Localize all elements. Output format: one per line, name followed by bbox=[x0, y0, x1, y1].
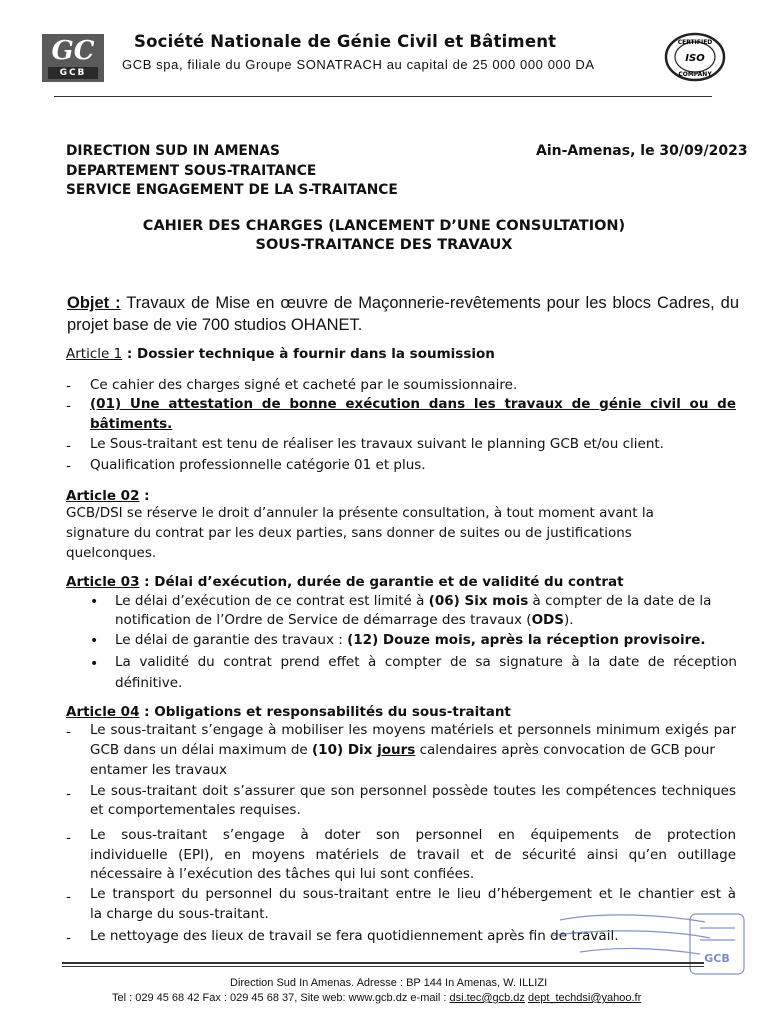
direction-line-1: DIRECTION SUD IN AMENAS bbox=[66, 143, 280, 159]
article-3-heading bbox=[66, 574, 624, 590]
article-3-text: ). bbox=[563, 612, 574, 628]
article-3-title: : Délai d’exécution, durée de garantie et de validité du contrat bbox=[139, 574, 624, 590]
header-divider bbox=[54, 96, 712, 97]
stamp-text: GCB bbox=[704, 952, 730, 965]
article-4-item: Le nettoyage des lieux de travail se fera quotidiennement après fin de travail. bbox=[90, 928, 619, 944]
dash-marker: - bbox=[66, 378, 71, 394]
article-4-item: Le sous-traitant s’engage à mobiliser les moyens matériels et personnels minimum exigés par bbox=[90, 722, 736, 738]
company-name: Société Nationale de Génie Civil et Bâtiment bbox=[134, 32, 557, 51]
article-1-label: Article 1 bbox=[66, 346, 123, 362]
footer-phone-fax-web: Tel : 029 45 68 42 Fax : 029 45 68 37, Site web: www.gcb.dz e-mail : bbox=[112, 992, 450, 1004]
article-4-item: entamer les travaux bbox=[90, 762, 228, 778]
article-4-item: Le sous-traitant doit s’assurer que son personnel possède toutes les compétences techniques bbox=[90, 783, 736, 799]
article-4-item bbox=[90, 742, 715, 758]
dash-marker: - bbox=[66, 724, 71, 740]
article-3-bold-text: (12) Douze mois, après la réception provisoire. bbox=[347, 632, 706, 648]
article-4-heading bbox=[66, 704, 511, 720]
bullet-marker: • bbox=[90, 656, 99, 672]
dash-marker: - bbox=[66, 438, 71, 454]
seal-top-text: CERTIFIED bbox=[677, 39, 713, 46]
article-2-text: GCB/DSI se réserve le droit d’annuler la présente consultation, à tout moment avant la bbox=[66, 505, 654, 521]
document-date: Ain-Amenas, le 30/09/2023 bbox=[536, 143, 748, 159]
article-2-label: Article 02 bbox=[66, 488, 140, 504]
article-3-item: définitive. bbox=[115, 675, 183, 691]
document-title-line-1: CAHIER DES CHARGES (LANCEMENT D’UNE CONSULTATION) bbox=[142, 218, 626, 234]
seal-mid-text: ISO bbox=[685, 53, 705, 64]
article-3-item: La validité du contrat prend effet à compter de sa signature à la date de réception bbox=[115, 654, 737, 670]
article-3-bold-text: (06) Six mois bbox=[428, 593, 529, 609]
article-3-text: Le délai de garantie des travaux : bbox=[115, 632, 348, 648]
article-1-item: Le Sous-traitant est tenu de réaliser les travaux suivant le planning GCB et/ou client. bbox=[90, 436, 664, 452]
dash-marker: - bbox=[66, 889, 71, 905]
document-title-line-2: SOUS-TRAITANCE DES TRAVAUX bbox=[255, 237, 513, 253]
dash-marker: - bbox=[66, 786, 71, 802]
article-2-text: quelconques. bbox=[66, 545, 157, 561]
logo-letters: GC bbox=[51, 36, 95, 66]
article-4-text: calendaires après convocation de GCB pour bbox=[415, 742, 715, 758]
direction-line-3: SERVICE ENGAGEMENT DE LA S-TRAITANCE bbox=[66, 182, 398, 198]
footer-email-link[interactable]: dsi.tec@gcb.dz bbox=[449, 992, 525, 1004]
footer-divider bbox=[62, 962, 704, 964]
article-4-item: et comportementales requises. bbox=[90, 802, 301, 818]
objet-paragraph bbox=[67, 292, 739, 336]
objet-label: Objet : bbox=[67, 294, 121, 312]
dash-marker: - bbox=[66, 458, 71, 474]
article-3-bold-text: ODS bbox=[531, 612, 564, 628]
footer-contact bbox=[112, 992, 641, 1004]
article-2-title: : bbox=[139, 488, 150, 504]
company-subtitle: GCB spa, filiale du Groupe SONATRACH au capital de 25 000 000 000 DA bbox=[122, 57, 595, 72]
article-1-item: bâtiments. bbox=[90, 416, 173, 432]
footer-email-link-2[interactable]: dept_techdsi@yahoo.fr bbox=[527, 992, 642, 1004]
bullet-marker: • bbox=[90, 633, 99, 649]
footer-divider-thin bbox=[62, 966, 704, 967]
dash-marker: - bbox=[66, 398, 71, 414]
objet-text: Travaux de Mise en œuvre de Maçonnerie-revêtements pour les blocs Cadres, du projet base de vie 700 studios OHANET. bbox=[67, 294, 739, 334]
iso-certified-seal-icon bbox=[664, 32, 726, 82]
article-1-item: Ce cahier des charges signé et cacheté par le soumissionnaire. bbox=[90, 377, 518, 393]
article-4-item: Le transport du personnel du sous-traitant entre le lieu d’hébergement et le chantier est à bbox=[90, 886, 736, 902]
article-1-item: (01) Une attestation de bonne exécution dans les travaux de génie civil ou de bbox=[90, 396, 736, 412]
article-2-heading bbox=[66, 488, 150, 504]
seal-bottom-text: COMPANY bbox=[678, 71, 712, 78]
article-2-text: signature du contrat par les deux parties, sans donner de suites ou de justifications bbox=[66, 525, 632, 541]
article-3-item bbox=[115, 612, 574, 628]
bullet-marker: • bbox=[90, 594, 99, 610]
article-4-item: individuelle (EPI), en moyens matériels de travail et de sécurité ainsi qu’en outillage bbox=[90, 847, 736, 863]
article-1-title: : Dossier technique à fournir dans la soumission bbox=[122, 346, 495, 362]
article-3-item bbox=[115, 632, 706, 648]
logo-band-text: GCB bbox=[59, 68, 87, 78]
dash-marker: - bbox=[66, 930, 71, 946]
article-4-bold-text: jours bbox=[377, 742, 416, 758]
article-4-bold-text: (10) Dix bbox=[312, 742, 378, 758]
article-3-label: Article 03 bbox=[66, 574, 140, 590]
article-3-text: à compter de la date de la bbox=[528, 593, 712, 609]
footer-address: Direction Sud In Amenas. Adresse : BP 144 In Amenas, W. ILLIZI bbox=[230, 977, 548, 989]
article-1-heading bbox=[66, 346, 495, 362]
article-3-text: notification de l’Ordre de Service de démarrage des travaux ( bbox=[115, 612, 532, 628]
gcb-logo bbox=[42, 34, 104, 82]
company-stamp-icon bbox=[540, 908, 750, 994]
logo-band bbox=[48, 67, 98, 79]
article-4-label: Article 04 bbox=[66, 704, 140, 720]
article-4-text: GCB dans un délai maximum de bbox=[90, 742, 312, 758]
article-4-title: : Obligations et responsabilités du sous-traitant bbox=[139, 704, 511, 720]
article-4-item: Le sous-traitant s’engage à doter son personnel en équipements de protection bbox=[90, 827, 736, 843]
article-4-item: nécessaire à l’exécution des tâches qui lui sont confiées. bbox=[90, 866, 475, 882]
article-3-item bbox=[115, 593, 711, 609]
dash-marker: - bbox=[66, 830, 71, 846]
article-3-text: Le délai d’exécution de ce contrat est limité à bbox=[115, 593, 429, 609]
article-4-item: la charge du sous-traitant. bbox=[90, 906, 269, 922]
article-1-item: Qualification professionnelle catégorie 01 et plus. bbox=[90, 457, 426, 473]
direction-line-2: DEPARTEMENT SOUS-TRAITANCE bbox=[66, 163, 317, 179]
